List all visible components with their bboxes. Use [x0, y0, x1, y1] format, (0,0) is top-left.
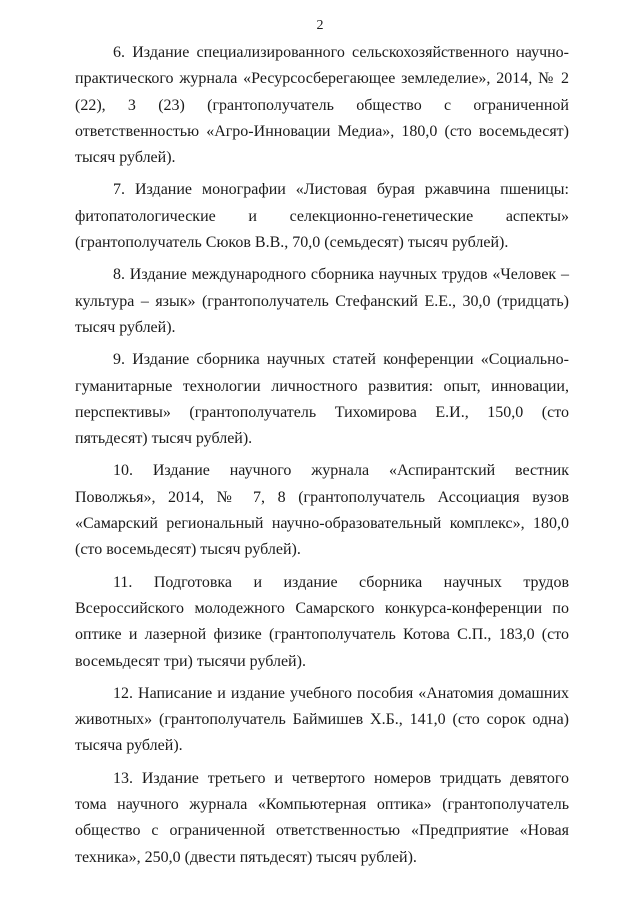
document-body — [75, 40, 569, 877]
list-item-12: 12. Написание и издание учебного пособия «Анатомия домашних животных» (грантополучатель Баймишев Х.Б., 141,0 (сто сорок одна) тысяча рублей). — [75, 684, 569, 755]
list-item-11: 11. Подготовка и издание сборника научных трудов Всероссийского молодежного Самарского конкурса-конференции по оптике и лазерной физике (грантополучатель Котова С.П., 183,0 (сто восемьдесят три) тысячи рублей). — [75, 573, 569, 670]
list-item-8: 8. Издание международного сборника научных трудов «Человек – культура – язык» (грантополучатель Стефанский Е.Е., 30,0 (тридцать) тысяч рублей). — [75, 266, 569, 336]
list-item-13: 13. Издание третьего и четвертого номеров тридцать девятого тома научного журнала «Компьютерная оптика» (грантополучатель общество с ограниченной ответственностью «Предприятие «Новая техника», 250,0 (двести пятьдесят) тысяч рублей). — [75, 769, 569, 866]
list-item-7: 7. Издание монографии «Листовая бурая ржавчина пшеницы: фитопатологические и селекционно-генетические аспекты» (грантополучатель Сюков В.В., 70,0 (семьдесят) тысяч рублей). — [75, 181, 569, 252]
list-item-10: 10. Издание научного журнала «Аспирантский вестник Поволжья», 2014, № 7, 8 (грантополучатель Ассоциация вузов «Самарский региональный научно-образовательный комплекс», 180,0 (сто восемьдесят) тысяч рублей). — [75, 462, 569, 559]
list-item-9: 9. Издание сборника научных статей конференции «Социально-гуманитарные технологии личностного развития: опыт, инновации, перспективы» (грантополучатель Тихомирова Е.И., 150,0 (сто пятьдесят) тысяч рублей). — [75, 351, 569, 448]
page-number: 2 — [316, 18, 324, 33]
list-item-6: 6. Издание специализированного сельскохозяйственного научно-практического журнала «Ресурсосберегающее земледелие», 2014, № 2 (22), 3 (23) (грантополучатель общество с ограниченной ответственностью «Агро-Инновации Медиа», 180,0 (сто восемьдесят) тысяч рублей). — [75, 44, 569, 167]
